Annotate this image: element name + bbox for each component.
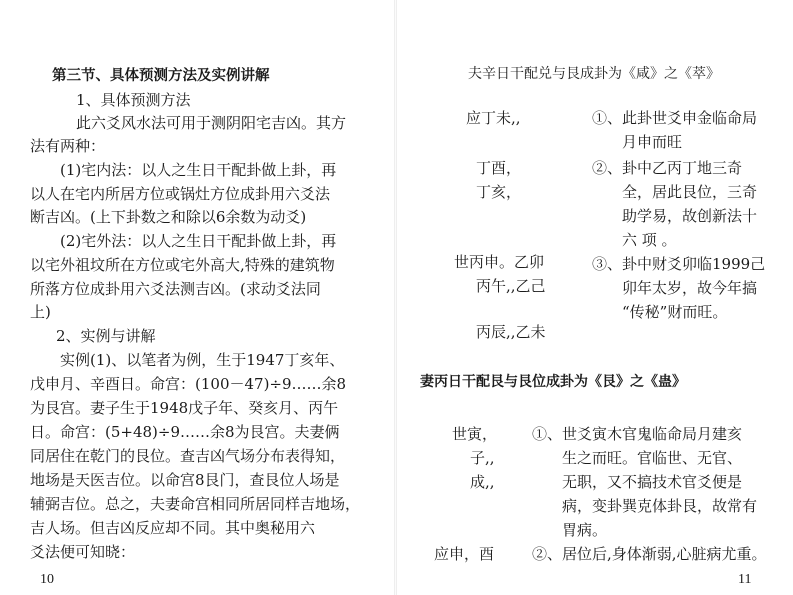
hexagram-line: 应申，酉 <box>434 545 495 563</box>
text-line: (1)宅内法：以人之生日干配卦做上卦，再 <box>60 161 337 179</box>
text-line: 法有两种： <box>30 137 106 155</box>
text-line: 以宅外祖坟所在方位或宅外高大,特殊的建筑物 <box>30 256 335 274</box>
hexagram-line: 丙辰,,乙未 <box>476 323 546 341</box>
hexagram-line: 世寅， <box>452 425 498 443</box>
note-line: 生之而旺。官临世、无官、 <box>562 449 743 467</box>
note-line: ①、世爻寅木官鬼临命局月建亥 <box>532 425 743 443</box>
note-line: ①、此卦世爻申金临命局 <box>592 109 758 127</box>
note-line: 月申而旺 <box>622 133 683 151</box>
subheading-method: 1、具体预测方法 <box>76 91 191 109</box>
text-line: 以人在宅内所居方位或锅灶方位成卦用六爻法 <box>30 185 331 203</box>
hexagram-line: 应丁未,, <box>466 109 521 127</box>
hexagram-title-husband: 夫辛日干配兑与艮成卦为《咸》之《萃》 <box>468 66 720 82</box>
section-title: 第三节、具体预测方法及实例讲解 <box>52 67 270 84</box>
note-line: “传秘”财而旺。 <box>622 303 728 321</box>
text-line: 所落方位成卦用六爻法测吉凶。(求动爻法同 <box>30 280 321 298</box>
text-line: 同居住在乾门的艮位。查吉凶气场分布表得知， <box>30 447 346 465</box>
text-line: 为艮宫。妻子生于1948戊子年、癸亥月、丙午 <box>30 399 339 417</box>
note-line: 助学易，故创新法十 <box>622 207 758 225</box>
note-line: ②、卦中乙丙丁地三奇 <box>592 159 743 177</box>
text-line: 爻法便可知晓： <box>30 543 136 561</box>
note-line: 无职，又不搞技术官爻便是 <box>562 473 743 491</box>
hexagram-line: 丁酉， <box>476 159 522 177</box>
note-line: 胃病。 <box>562 521 608 539</box>
right-page <box>396 0 793 595</box>
text-line: 此六爻风水法可用于测阴阳宅吉凶。其方 <box>76 114 347 132</box>
text-line: 辅弼吉位。总之，夫妻命宫相同所居同样吉地场， <box>30 495 361 513</box>
left-page <box>0 0 396 595</box>
note-line: ③、卦中财爻卯临1999己 <box>592 255 766 273</box>
hexagram-line: 丁亥， <box>476 183 522 201</box>
note-line: 全，居此艮位，三奇 <box>622 183 758 201</box>
text-line: 日。命宫：(5+48)÷9……余8为艮宫。夫妻俩 <box>30 423 340 441</box>
hexagram-line: 丙午,,乙己 <box>476 277 546 295</box>
text-line: (2)宅外法：以人之生日干配卦做上卦，再 <box>60 232 337 250</box>
hexagram-line: 子,, <box>470 449 495 467</box>
note-line: ②、居位后,身体渐弱,心脏病尤重。 <box>532 545 767 563</box>
hexagram-title-wife: 妻丙日干配艮与艮位成卦为《艮》之《蛊》 <box>420 374 686 390</box>
note-line: 六 项 。 <box>622 231 677 249</box>
page-number: 11 <box>738 572 752 587</box>
text-line: 戊申月、辛酉日。命宫：(100－47)÷9……余8 <box>30 375 347 393</box>
text-line: 吉人场。但吉凶反应却不同。其中奥秘用六 <box>30 519 316 537</box>
subheading-examples: 2、实例与讲解 <box>56 327 156 345</box>
text-line: 实例(1)、以笔者为例，生于1947丁亥年、 <box>60 351 345 369</box>
note-line: 卯年太岁，故今年搞 <box>622 279 758 297</box>
page-number: 10 <box>40 572 54 587</box>
text-line: 断吉凶。(上下卦数之和除以6余数为动爻) <box>30 208 307 226</box>
text-line: 地场是天医吉位。以命宫8艮门，查艮位人场是 <box>30 471 340 489</box>
note-line: 病，变卦巽克体卦艮，故常有 <box>562 497 758 515</box>
text-line: 上) <box>30 303 51 321</box>
hexagram-line: 世丙申。乙卯 <box>454 253 545 271</box>
hexagram-line: 成,, <box>470 473 495 491</box>
